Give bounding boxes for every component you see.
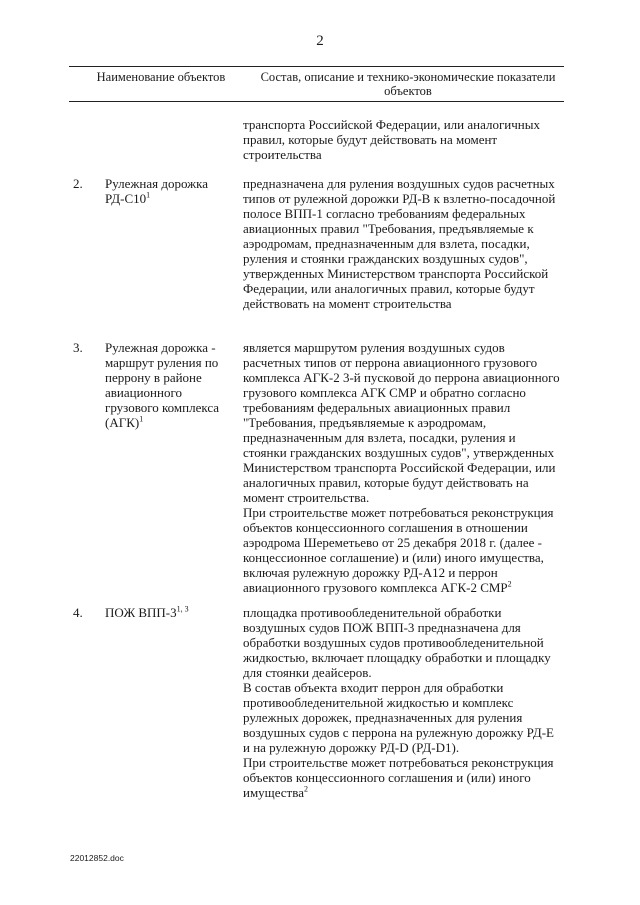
- footnote-mark: 2: [507, 579, 512, 589]
- description-paragraph: В состав объекта входит перрон для обработки противообледенительной жидкостью и комплекс рулежных дорожек, предназначенных для руления воздушных судов с перрона на рулежную дорожку РД-Е и на рулежную дорожку РД-D (РД-D1).: [243, 680, 554, 755]
- footnote-mark: 1: [146, 190, 151, 200]
- row-number: 4.: [73, 605, 83, 620]
- description-paragraph: является маршрутом руления воздушных судов расчетных типов от перрона авиационного грузового комплекса АГК-2 3-й пусковой до перрона авиационного грузового комплекса АГК СМР и обратно согласно требованиям федеральных авиационных правил "Требования, предъявляемые к аэродромам, предназначенным для взлета, посадки, руления и стоянки гражданских воздушных судов", утвержденных Министерством транспорта Российской Федерации, или аналогичных правил, которые будут действовать на момент строительства.: [243, 340, 560, 505]
- row-object-name: [105, 176, 215, 206]
- description-paragraph: [243, 505, 561, 595]
- description-paragraph: площадка противообледенительной обработки воздушных судов ПОЖ ВПП-3 предназначена для обработки воздушных судов противообледенительной жидкостью, включает площадку обработки и площадку для стоянки деайсеров.: [243, 605, 551, 680]
- footnote-mark: 1, 3: [176, 604, 189, 614]
- object-name-text: ПОЖ ВПП-3: [105, 605, 177, 620]
- row-number: 2.: [73, 176, 83, 191]
- page-number: 2: [316, 33, 324, 49]
- file-name-footer: 22012852.doc: [70, 853, 124, 863]
- row-description: [243, 340, 561, 595]
- description-paragraph: предназначена для руления воздушных судов расчетных типов от рулежной дорожки РД-В к взлетно-посадочной полосе ВПП-1 согласно требованиям федеральных авиационных правил "Требования, предъявляемые к аэродромам, предназначенным для взлета, посадки, руления и стоянки гражданских воздушных судов", утвержденных Министерством транспорта Российской Федерации, или аналогичных правил, которые будут действовать на момент строительства: [243, 176, 556, 311]
- object-name-text: Рулежная дорожка РД-С10: [105, 176, 209, 206]
- paragraph-text: При строительстве может потребоваться реконструкция объектов концессионного соглашения и (или) иного имущества: [243, 755, 554, 800]
- footnote-mark: 1: [139, 414, 144, 424]
- row-number: 3.: [73, 340, 83, 355]
- row-description: [243, 176, 561, 311]
- row-object-name: [105, 340, 227, 430]
- header-column-description: Состав, описание и технико-экономические показатели объектов: [260, 70, 556, 98]
- footnote-mark: 2: [303, 784, 308, 794]
- table-header: [69, 66, 564, 102]
- object-name-text: Рулежная дорожка - маршрут руления по перрону в районе авиационного грузового комплекса (АГК): [105, 340, 220, 430]
- continuation-text: транспорта Российской Федерации, или аналогичных правил, которые будут действовать на момент строительства: [243, 117, 540, 162]
- paragraph-text: При строительстве может потребоваться реконструкция объектов концессионного соглашения в отношении аэродрома Шереметьево от 25 декабря 2018 г. (далее - концессионное соглашение) и (или) иного имущества, включая рулежную дорожку РД-А12 и перрон авиационного грузового комплекса АГК-2 СМР: [243, 505, 554, 595]
- header-column-name: Наименование объектов: [96, 70, 226, 84]
- description-paragraph: [243, 755, 561, 800]
- row-object-name: [105, 605, 225, 620]
- row-description: [243, 605, 561, 800]
